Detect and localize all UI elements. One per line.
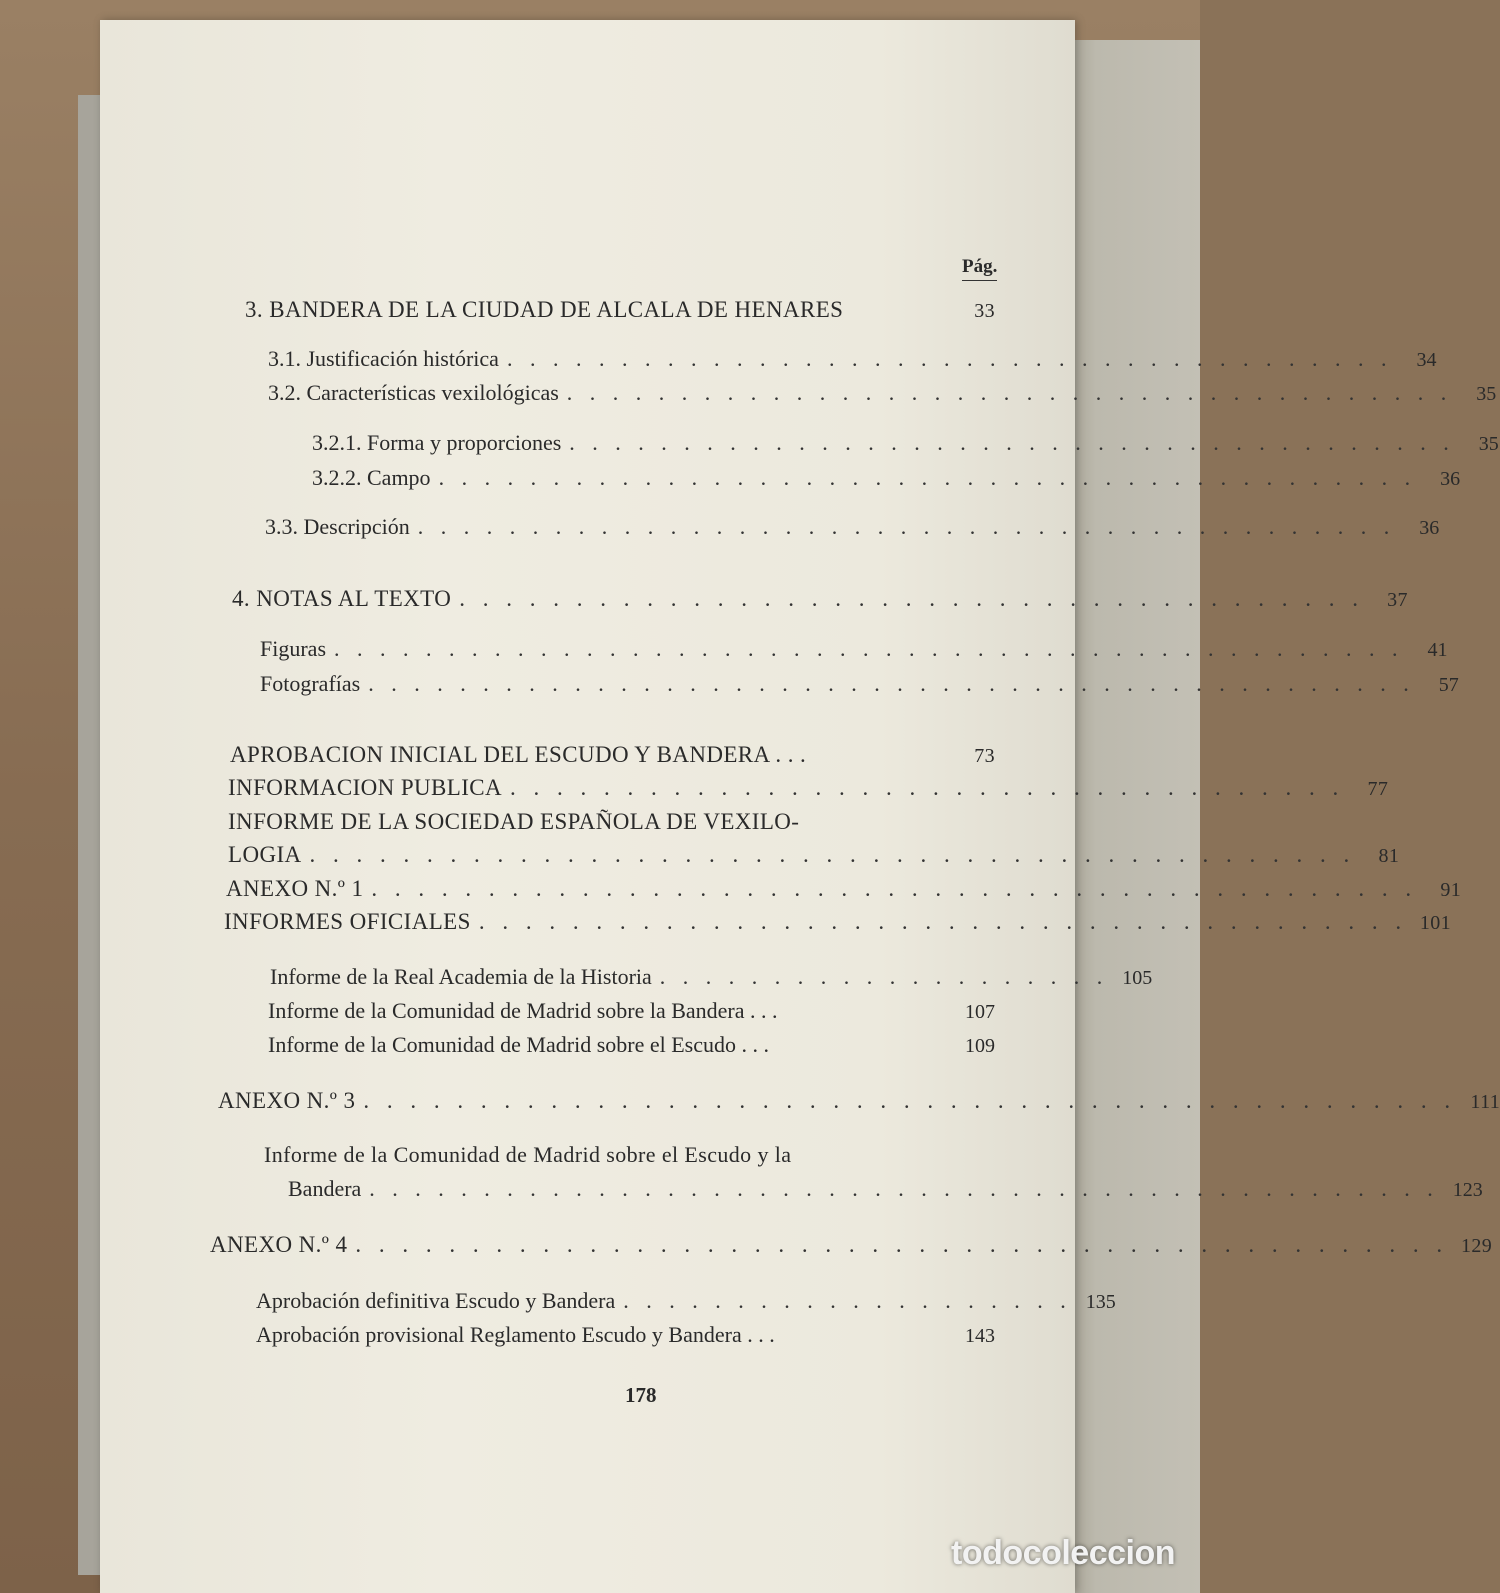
dot-leader: . . . . . . . . . . . . . . . . . . . . . . . . . . . . . . . . . . . . . . . xyxy=(569,430,1455,455)
watermark-logo: todocoleccion xyxy=(951,1534,1175,1572)
dot-leader: . . . . . . . . . . . . . . . . . . . . . . . . . . . . . . . . . . . . . . . xyxy=(506,346,1393,371)
dot-leader: . . . . . . . . . . . . . . . . . . . . . . . . . . . . . . . . . . . . . . . . . . . . . xyxy=(371,876,1418,901)
toc-entry xyxy=(228,842,1400,869)
toc-entry xyxy=(268,998,995,1025)
toc-entry-page: 33 xyxy=(974,300,995,322)
toc-entry-page: 35 xyxy=(1478,433,1499,455)
toc-entry xyxy=(256,1288,1116,1315)
dot-leader: . . . . . . . . . . . . . . . . . . . . . . . . . . . . . . . . . . . . . . . . . . . . . . . xyxy=(334,636,1404,661)
toc-entry-label: INFORMACION PUBLICA xyxy=(228,775,503,800)
toc-entry xyxy=(270,964,1153,991)
toc-entry xyxy=(232,586,1408,613)
toc-entry-label: Informe de la Comunidad de Madrid sobre la Bandera . . . xyxy=(268,998,778,1023)
toc-entry xyxy=(260,636,1448,663)
toc-entry-label: Fotografías xyxy=(260,671,361,696)
toc-entry-page: 36 xyxy=(1419,517,1440,539)
toc-entry xyxy=(224,909,1452,936)
toc-entry-label: 3.2. Características vexilológicas xyxy=(268,380,559,405)
toc-entry-label: INFORMES OFICIALES xyxy=(224,909,471,934)
page-number: 178 xyxy=(625,1383,657,1407)
toc-entry xyxy=(268,346,1437,373)
toc-entry xyxy=(230,742,995,769)
toc-entry-label: 3.3. Descripción xyxy=(265,514,410,539)
dot-leader: . . . . . . . . . . . . . . . . . . . . . . . . . . . . . . . . . . . . xyxy=(510,775,1345,800)
toc-entry-page: 81 xyxy=(1378,845,1400,867)
page-column-header: Pág. xyxy=(962,256,997,281)
toc-entry-page: 123 xyxy=(1452,1179,1483,1201)
dot-leader: . . . . . . . . . . . . . . . . . . . . . . . . . . . . . . . . . . . . . . . . . . . . . . . xyxy=(363,1088,1457,1113)
toc-entry xyxy=(268,380,1497,407)
toc-entry xyxy=(312,465,1461,492)
dot-leader: . . . . . . . . . . . . . . . . . . . . . . . . . . . . . . . . . . . . . . . . . . . . . . . xyxy=(355,1232,1449,1257)
toc-entry-page: 135 xyxy=(1085,1291,1116,1313)
toc-entry-page: 41 xyxy=(1427,639,1448,661)
toc-entry-label: INFORME DE LA SOCIEDAD ESPAÑOLA DE VEXILO- xyxy=(228,809,800,834)
dot-leader: . . . . . . . . . . . . . . . . . . . . . . . . . . . . . . . . . . . . . . . . xyxy=(478,909,1408,934)
toc-entry xyxy=(260,671,1459,698)
dot-leader: . . . . . . . . . . . . . . . . . . . . . . . . . . . . . . . . . . . . . . . . . . . . . . xyxy=(368,671,1415,696)
toc-entry xyxy=(210,1232,1493,1259)
toc-entry-page: 37 xyxy=(1387,589,1408,611)
toc-entry-page: 36 xyxy=(1440,468,1461,490)
dot-leader: . . . . . . . . . . . . . . . . . . . . . . . . . . . . . . . . . . . . . . . xyxy=(459,586,1364,611)
facing-page xyxy=(1070,40,1200,1593)
toc-entry-page: 77 xyxy=(1367,778,1389,800)
toc-entry xyxy=(245,297,995,324)
dot-leader: . . . . . . . . . . . . . . . . . . . . xyxy=(623,1288,1072,1313)
toc-entry-page: 105 xyxy=(1122,967,1153,989)
toc-entry-page: 143 xyxy=(965,1325,995,1347)
toc-entry-label: Informe de la Comunidad de Madrid sobre el Escudo . . . xyxy=(268,1032,769,1057)
dot-leader: . . . . . . . . . . . . . . . . . . . . . . . . . . . . . . . . . . . . . . . . . . . . . . . xyxy=(369,1176,1439,1201)
toc-entry-page: 111 xyxy=(1470,1091,1500,1113)
table-of-contents xyxy=(100,20,1500,1593)
toc-entry xyxy=(228,775,1389,802)
toc-entry-page: 35 xyxy=(1476,383,1497,405)
toc-entry-label: 3.1. Justificación histórica xyxy=(268,346,499,371)
toc-entry-page: 109 xyxy=(965,1035,995,1057)
dot-leader: . . . . . . . . . . . . . . . . . . . . xyxy=(659,964,1109,989)
toc-entry-label: Aprobación definitiva Escudo y Bandera xyxy=(256,1288,616,1313)
toc-entry-label: ANEXO N.º 1 xyxy=(226,876,364,901)
dot-leader: . . . . . . . . . . . . . . . . . . . . . . . . . . . . . . . . . . . . . . . xyxy=(566,380,1453,405)
toc-entry-label: 3. BANDERA DE LA CIUDAD DE ALCALA DE HENARES xyxy=(245,297,844,322)
toc-entry xyxy=(312,430,1499,457)
toc-entry xyxy=(288,1176,1483,1203)
toc-entry-page: 101 xyxy=(1419,912,1452,934)
toc-entry-label: 3.2.1. Forma y proporciones xyxy=(312,430,562,455)
toc-entry-label: 4. NOTAS AL TEXTO xyxy=(232,586,452,611)
toc-entry-page: 91 xyxy=(1440,879,1462,901)
toc-entry-page: 73 xyxy=(974,745,995,767)
book-page xyxy=(100,20,1500,1593)
toc-entry xyxy=(256,1322,995,1349)
toc-entry-label: Aprobación provisional Reglamento Escudo y Bandera . . . xyxy=(256,1322,775,1347)
toc-entry-label: APROBACION INICIAL DEL ESCUDO Y BANDERA . . . xyxy=(230,742,807,767)
toc-entry xyxy=(226,876,1462,903)
toc-entry-label: ANEXO N.º 3 xyxy=(218,1088,356,1113)
toc-entry xyxy=(218,1088,1500,1115)
dot-leader: . . . . . . . . . . . . . . . . . . . . . . . . . . . . . . . . . . . . . . . . . . . xyxy=(417,514,1396,539)
toc-entry-label: LOGIA xyxy=(228,842,302,867)
toc-entry-label: ANEXO N.º 4 xyxy=(210,1232,348,1257)
dot-leader: . . . . . . . . . . . . . . . . . . . . . . . . . . . . . . . . . . . . . . . . . . . xyxy=(438,465,1417,490)
dot-leader: . . . . . . . . . . . . . . . . . . . . . . . . . . . . . . . . . . . . . . . . . . . . . xyxy=(309,842,1356,867)
toc-entry xyxy=(265,514,1440,541)
toc-entry-page: 34 xyxy=(1416,349,1437,371)
toc-entry-label: Bandera xyxy=(288,1176,362,1201)
toc-entry-label: Informe de la Comunidad de Madrid sobre el Escudo y la xyxy=(264,1142,792,1167)
toc-entry-page: 107 xyxy=(965,1001,995,1023)
toc-entry-label: Informe de la Real Academia de la Historia xyxy=(270,964,652,989)
toc-entry xyxy=(268,1032,995,1059)
toc-entry-page: 129 xyxy=(1460,1235,1493,1257)
toc-entry-label: 3.2.2. Campo xyxy=(312,465,431,490)
toc-entry-label: Figuras xyxy=(260,636,326,661)
toc-entry-page: 57 xyxy=(1438,674,1459,696)
